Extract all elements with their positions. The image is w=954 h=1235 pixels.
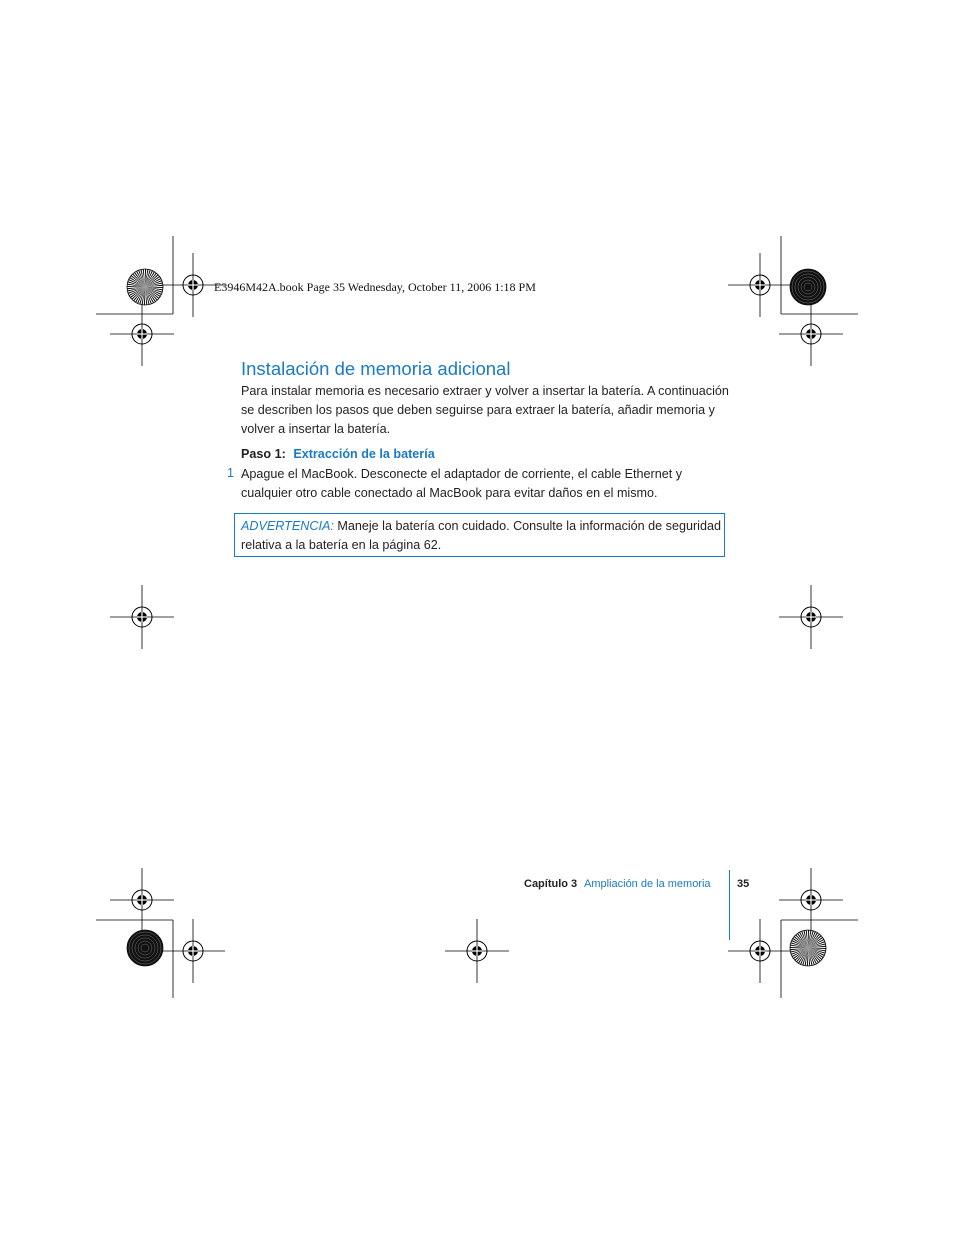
starburst-fill (790, 269, 826, 305)
step-number-label: Paso 1: (241, 447, 286, 461)
warning-text-block (241, 517, 721, 555)
section-title: Instalación de memoria adicional (241, 358, 511, 379)
warning-box (234, 513, 725, 557)
warning-text: Maneje la batería con cuidado. Consulte la información de seguridad relativa a la batería en la página 62. (241, 519, 721, 552)
print-slug-line: E3946M42A.book Page 35 Wednesday, October 11, 2006 1:18 PM (214, 280, 536, 294)
footer-chapter: Capítulo 3 (524, 878, 578, 890)
list-item-text: Apague el MacBook. Desconecte el adaptador de corriente, el cable Ethernet y cualquier otro cable conectado al MacBook para evitar daños en el mismo. (241, 467, 683, 500)
step-title: Extracción de la batería (293, 447, 435, 461)
step-heading (241, 447, 435, 461)
list-item-number: 1 (227, 466, 235, 480)
starburst-fill (127, 930, 163, 966)
footer-page-number: 35 (737, 878, 750, 890)
warning-label: ADVERTENCIA: (241, 519, 334, 533)
intro-paragraph: Para instalar memoria es necesario extraer y volver a insertar la batería. A continuación se describen los pasos que deben seguirse para extraer la batería, añadir memoria y volver a insertar la batería. (241, 384, 729, 436)
footer-section-title: Ampliación de la memoria (584, 878, 711, 890)
footer-divider (729, 870, 730, 940)
